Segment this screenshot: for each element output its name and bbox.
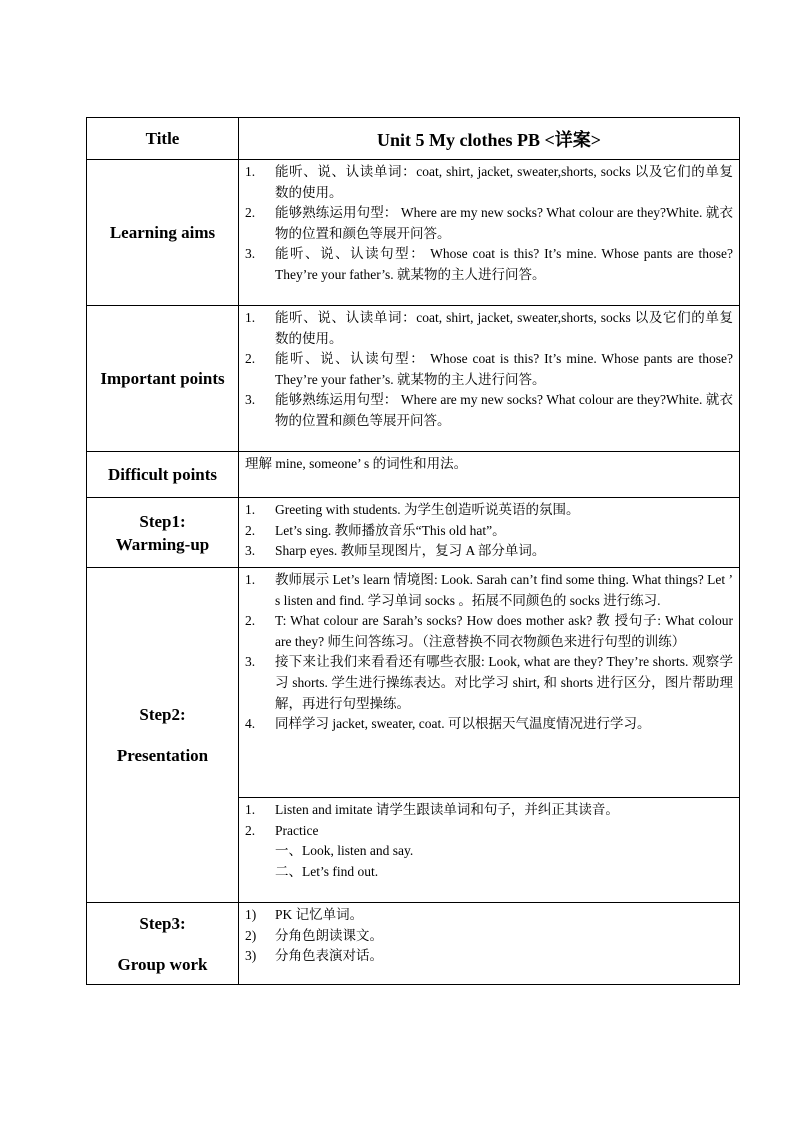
list-item: 1. Greeting with students. 为学生创造听说英语的氛围。: [245, 502, 580, 517]
list-item: 3. 接下来让我们来看看还有哪些衣服: Look, what are they? They’re shorts. 观察学习 shorts. 学生进行操练表达。对比学习 shirt, 和 shorts 进行区分，图片帮助理解，再进行句型操练。: [245, 654, 733, 711]
step2-label-line2: Presentation: [116, 746, 209, 765]
list-item: 3. 能够熟练运用句型： Where are my new socks? What colour are they?White. 就衣物的位置和颜色等展开问答。: [245, 392, 733, 428]
step3-label-line1: Step3:: [139, 913, 186, 933]
difficult-points-label: Difficult points: [87, 452, 239, 498]
step2-practice-content: [239, 798, 740, 903]
list-item: 1. Listen and imitate 请学生跟读单词和句子，并纠正其读音。: [245, 802, 619, 817]
learning-aims-list: [239, 160, 739, 286]
important-points-content: [239, 306, 740, 452]
practice-sub-item: 一、Look, listen and say.: [275, 843, 414, 859]
difficult-points-row: [87, 452, 740, 498]
list-item: 3. Sharp eyes. 教师呈现图片，复习 A 部分单词。: [245, 543, 546, 559]
list-item: 1. 能听、说、认读单词：coat, shirt, jacket, sweater,shorts, socks 以及它们的单复数的使用。: [245, 164, 733, 200]
list-item: 4. 同样学习 jacket, sweater, coat. 可以根据天气温度情况进行学习。: [245, 716, 651, 732]
step3-label-line2: Group work: [117, 954, 208, 974]
difficult-points-text: 理解 mine, someone’ s 的词性和用法。: [245, 456, 468, 471]
step3-label: [87, 903, 239, 985]
step1-row: [87, 498, 740, 568]
step3-list: [239, 903, 739, 967]
step1-list: [239, 498, 739, 562]
important-points-label: Important points: [87, 306, 239, 452]
important-points-row: [87, 306, 740, 452]
practice-sublist: [239, 841, 739, 882]
step2-practice-list: [239, 798, 739, 841]
step1-label: [87, 498, 239, 568]
learning-aims-content: [239, 160, 740, 306]
learning-aims-label: Learning aims: [87, 160, 239, 306]
practice-sub-item: 二、Let’s find out.: [275, 863, 379, 879]
difficult-points-content: [239, 452, 740, 498]
step2-label-line1: Step2:: [139, 705, 186, 724]
list-item: 2. 能够熟练运用句型： Where are my new socks? What colour are they?White. 就衣物的位置和颜色等展开问答。: [245, 205, 733, 241]
lesson-title: Unit 5 My clothes PB <详案>: [239, 118, 740, 160]
title-row: [87, 118, 740, 160]
step2-label: [87, 568, 239, 903]
step1-content: [239, 498, 740, 568]
list-item: 3) 分角色表演对话。: [245, 948, 383, 964]
list-item: 2. Practice: [245, 822, 319, 838]
list-item: 1. 教师展示 Let’s learn 情境图: Look. Sarah can’t find some thing. What things? Let ’ s listen and find. 学习单词 socks 。拓展不同颜色的 socks 进行练习.: [245, 572, 733, 608]
title-label: Title: [87, 118, 239, 160]
step2-list: [239, 568, 739, 735]
learning-aims-row: [87, 160, 740, 306]
list-item: 1) PK 记忆单词。: [245, 907, 364, 922]
step3-content: [239, 903, 740, 985]
important-points-list: [239, 306, 739, 432]
list-item: 1. 能听、说、认读单词：coat, shirt, jacket, sweater,shorts, socks 以及它们的单复数的使用。: [245, 310, 733, 346]
step1-label-line2: Warming-up: [115, 534, 210, 554]
list-item: 2. Let’s sing. 教师播放音乐“This old hat”。: [245, 522, 506, 538]
list-item: 3. 能听、说、认读句型： Whose coat is this? It’s mine. Whose pants are those? They’re your father’s. 就某物的主人进行问答。: [245, 246, 733, 282]
list-item: 2. T: What colour are Sarah’s socks? How does mother ask? 教 授句子: What colour are they? 师生问答练习。（注意替换不同衣物颜色来进行句型的训练）: [245, 613, 733, 649]
step1-label-line1: Step1:: [139, 511, 186, 531]
step2-content: [239, 568, 740, 798]
list-item: 2. 能听、说、认读句型： Whose coat is this? It’s mine. Whose pants are those? They’re your father’s. 就某物的主人进行问答。: [245, 351, 733, 387]
step2-row: [87, 568, 740, 798]
lesson-plan-table: [86, 117, 740, 985]
list-item: 2) 分角色朗读课文。: [245, 927, 383, 943]
step3-row: [87, 903, 740, 985]
